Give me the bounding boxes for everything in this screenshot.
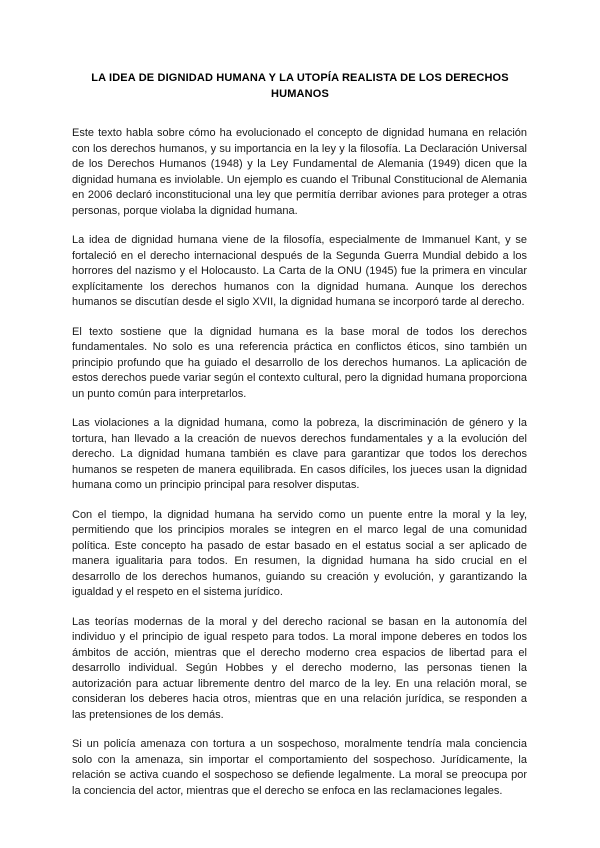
- paragraph-6: Las teorías modernas de la moral y del derecho racional se basan en la autonomía del individuo y el principio de igual respeto para todos. La moral impone deberes en todos los ámbitos de acción, mientras que el derecho moderno crea espacios de libertad para el desarrollo individual. Según Hobbes y el derecho moderno, las personas tienen la autorización para actuar libremente dentro del marco de la ley. En una relación moral, se consideran los deberes hacia otros, mientras que en una relación jurídica, se responden a las pretensiones de los demás.: [72, 615, 527, 721]
- paragraph-3: El texto sostiene que la dignidad humana es la base moral de todos los derechos fundamentales. No solo es una referencia práctica en conflictos éticos, sino también un principio profundo que ha guiado el desarrollo de los derechos humanos. La aplicación de estos derechos puede variar según el contexto cultural, pero la dignidad humana proporciona un punto común para interpretarlos.: [72, 325, 527, 400]
- paragraph-2: La idea de dignidad humana viene de la filosofía, especialmente de Immanuel Kant, y se fortaleció en el derecho internacional después de la Segunda Guerra Mundial debido a los horrores del nazismo y el Holocausto. La Carta de la ONU (1945) fue la primera en vincular explícitamente los derechos humanos con la dignidad humana. Aunque los derechos humanos se discutían desde el siglo XVII, la dignidad humana se incorporó tarde al derecho.: [72, 234, 527, 308]
- paragraph-7: Si un policía amenaza con tortura a un sospechoso, moralmente tendría mala conciencia solo con la amenaza, sin importar el comportamiento del sospechoso. Jurídicamente, la relación se activa cuando el sospechoso se defiende legalmente. La moral se preocupa por la conciencia del actor, mientras que el derecho se enfoca en las reclamaciones legales.: [72, 738, 527, 797]
- paragraph-4: Las violaciones a la dignidad humana, como la pobreza, la discriminación de género y la tortura, han llevado a la creación de nuevos derechos fundamentales y a la evolución del derecho. La dignidad humana también es clave para garantizar que todos los derechos humanos se respeten de manera equilibrada. En casos difíciles, los jueces usan la dignidad humana como un principio principal para resolver disputas.: [72, 417, 527, 491]
- paragraph-1: Este texto habla sobre cómo ha evolucionado el concepto de dignidad humana en relación con los derechos humanos, y su importancia en la ley y la filosofía. La Declaración Universal de los Derechos Humanos (1948) y la Ley Fundamental de Alemania (1949) dicen que la dignidad humana es inviolable. Un ejemplo es cuando el Tribunal Constitucional de Alemania en 2006 declaró inconstitucional una ley que permitía derribar aviones para proteger a otras personas, porque violaba la dignidad humana.: [72, 127, 527, 217]
- paragraph-5: Con el tiempo, la dignidad humana ha servido como un puente entre la moral y la ley, permitiendo que los principios morales se integren en el marco legal de una comunidad política. Este concepto ha pasado de estar basado en el estatus social a ser aplicado de manera igualitaria para todos. En resumen, la dignidad humana ha sido crucial en el desarrollo de los derechos humanos, guiando su creación y evolución, y garantizando la igualdad y el respeto en el sistema jurídico.: [72, 508, 527, 598]
- document-title: LA IDEA DE DIGNIDAD HUMANA Y LA UTOPÍA REALISTA DE LOS DERECHOS HUMANOS: [91, 72, 509, 100]
- document-body: [72, 126, 527, 813]
